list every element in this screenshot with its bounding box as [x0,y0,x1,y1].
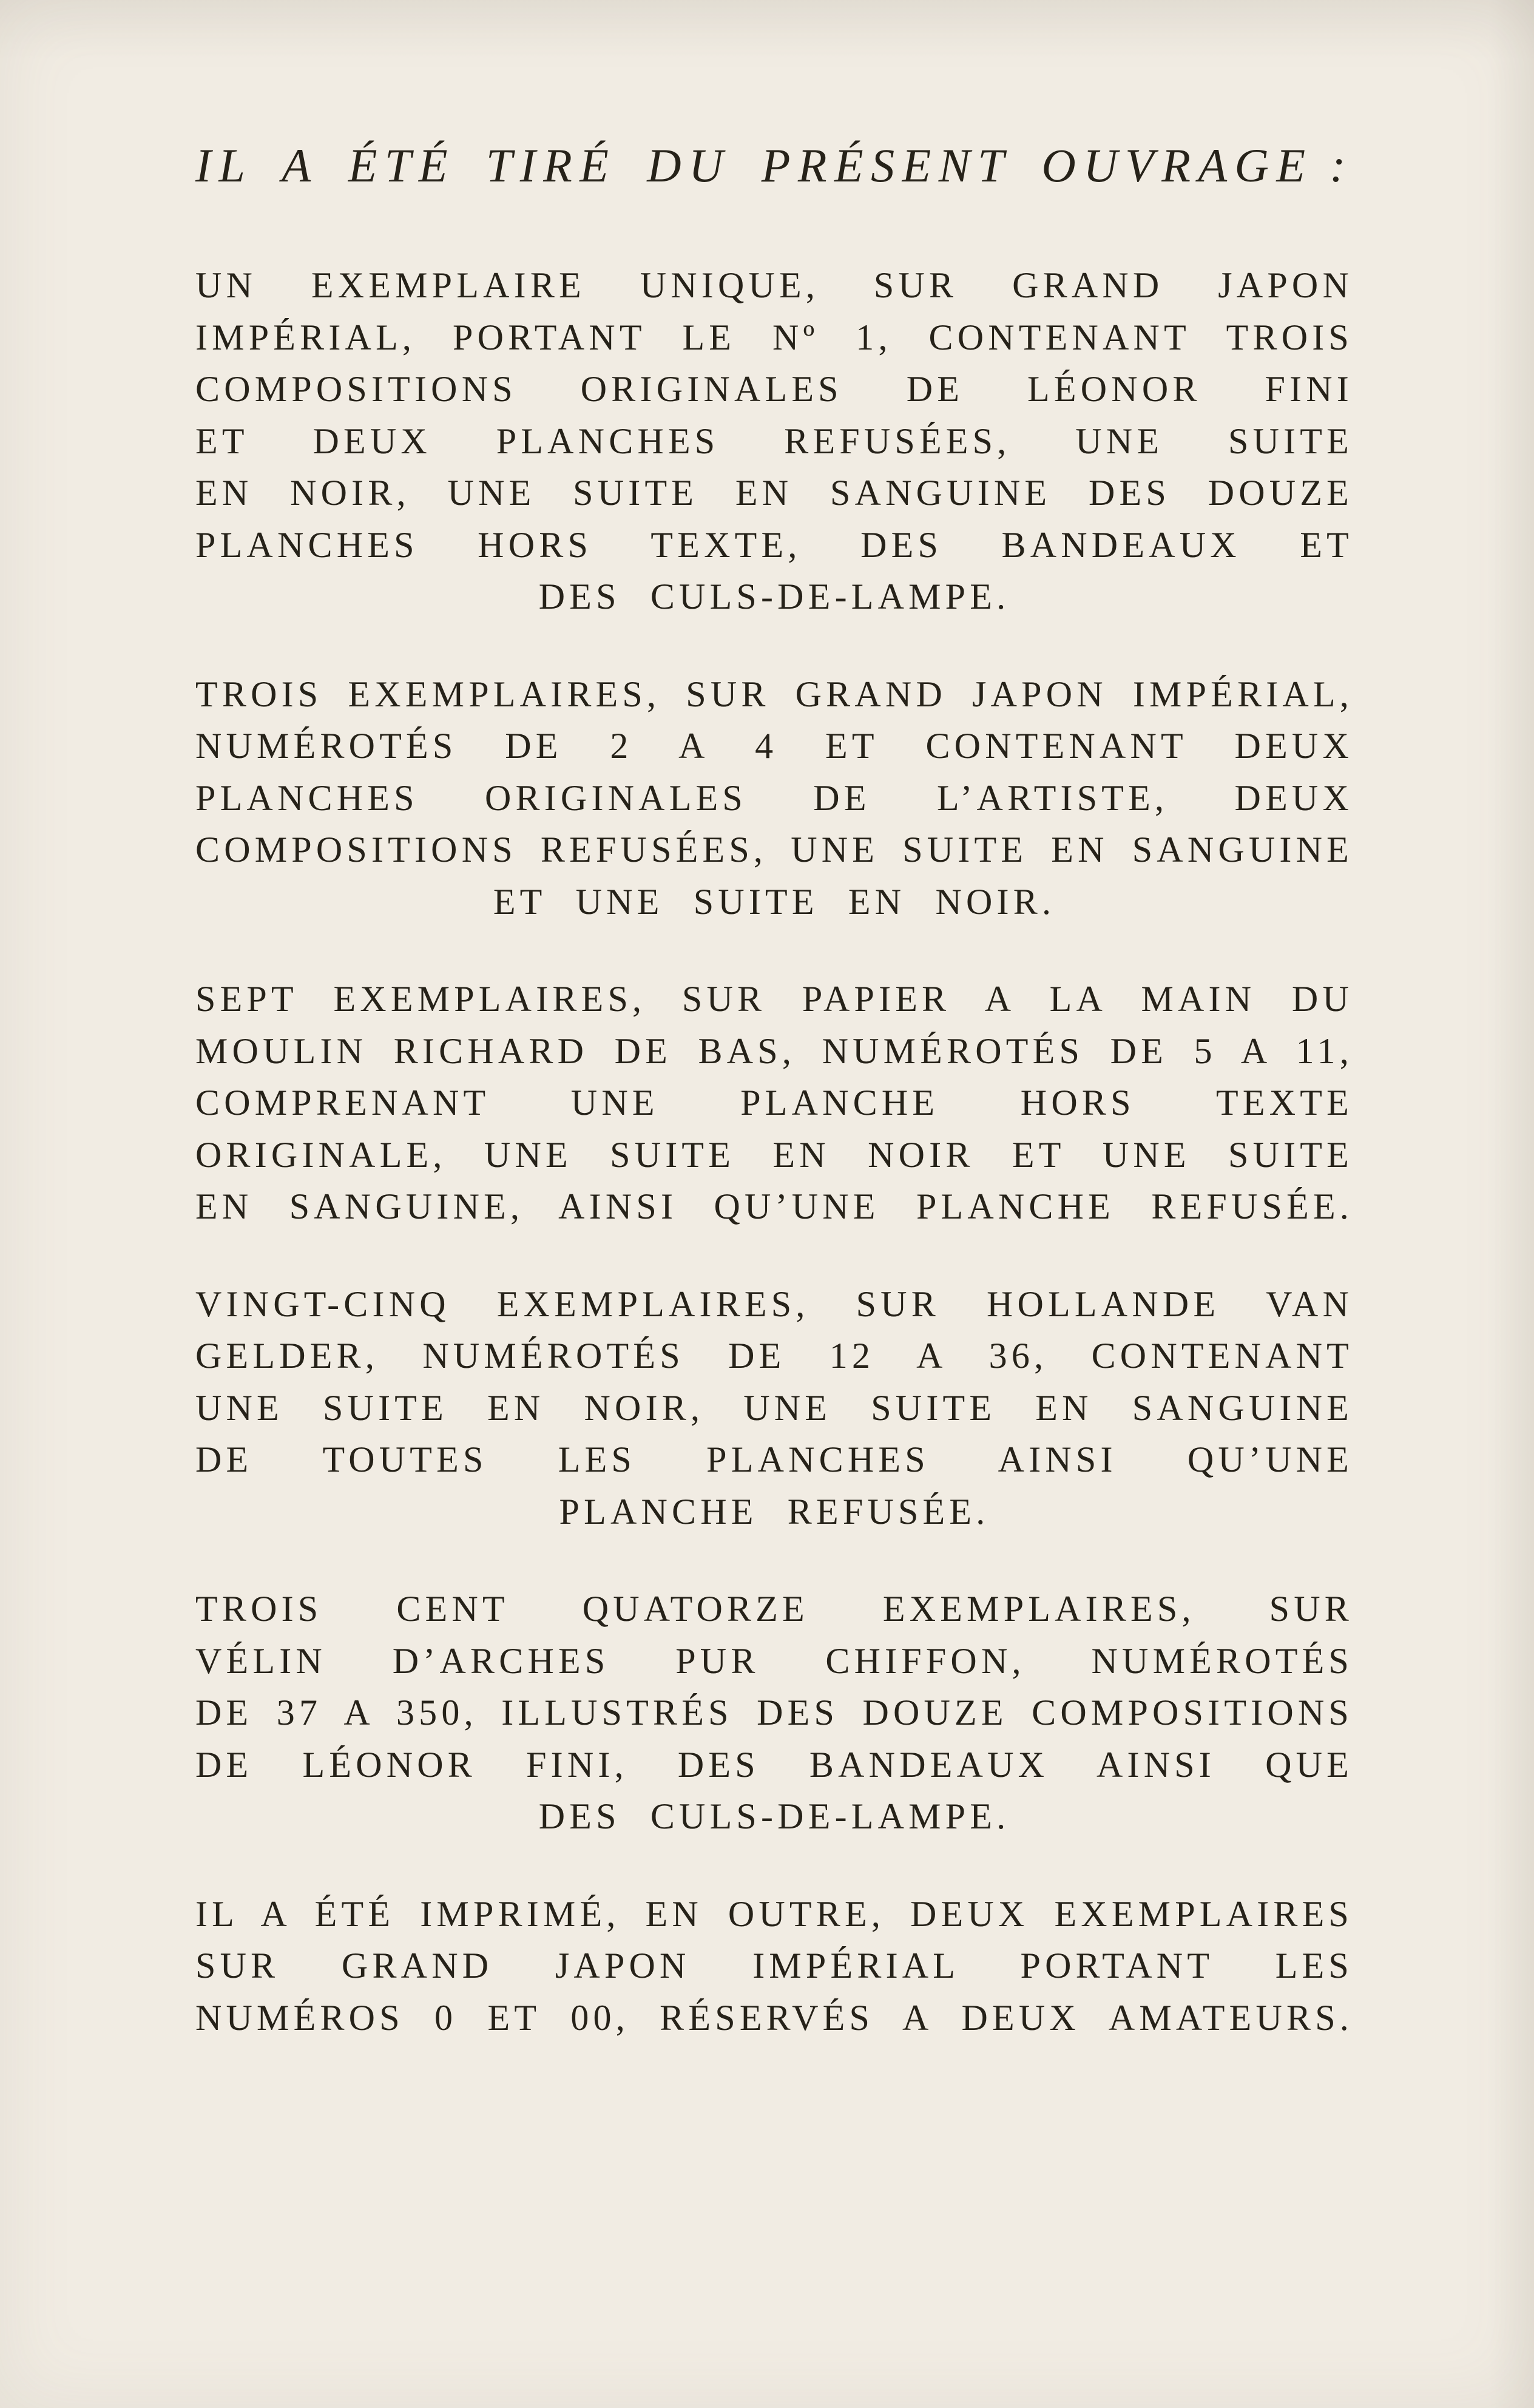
text-line: DES CULS-DE-LAMPE. [538,577,1010,617]
text-line: EN SANGUINE, AINSI QU’UNE PLANCHE REFUSÉE. [195,1186,1353,1226]
text-line: UNE SUITE EN NOIR, UNE SUITE EN SANGUINE [195,1387,1353,1428]
text-line: ET UNE SUITE EN NOIR. [493,881,1056,922]
paragraph-edition-2 [195,669,1353,928]
text-line: SEPT EXEMPLAIRES, SUR PAPIER A LA MAIN DU [195,979,1353,1019]
text-line: ORIGINALE, UNE SUITE EN NOIR ET UNE SUITE [195,1134,1353,1175]
paragraph-edition-1 [195,260,1353,623]
text-line: UN EXEMPLAIRE UNIQUE, SUR GRAND JAPON [195,265,1353,305]
text-line: COMPRENANT UNE PLANCHE HORS TEXTE [195,1083,1353,1123]
text-line: VÉLIN D’ARCHES PUR CHIFFON, NUMÉROTÉS [195,1640,1353,1681]
text-line: DE TOUTES LES PLANCHES AINSI QU’UNE [195,1439,1353,1480]
text-line: IMPÉRIAL, PORTANT LE Nº 1, CONTENANT TROIS [195,317,1353,357]
text-line: PLANCHES HORS TEXTE, DES BANDEAUX ET [195,524,1353,565]
text-line: ET DEUX PLANCHES REFUSÉES, UNE SUITE [195,421,1353,461]
text-line: IL A ÉTÉ IMPRIMÉ, EN OUTRE, DEUX EXEMPLAIRES [195,1893,1353,1934]
paragraph-hors-commerce [195,1889,1353,2044]
text-line: GELDER, NUMÉROTÉS DE 12 A 36, CONTENANT [195,1336,1353,1376]
text-line: COMPOSITIONS REFUSÉES, UNE SUITE EN SANGUINE [195,830,1353,870]
text-line: SUR GRAND JAPON IMPÉRIAL PORTANT LES [195,1946,1353,1986]
colophon-text-block [195,135,1353,2044]
text-line: VINGT-CINQ EXEMPLAIRES, SUR HOLLANDE VAN [195,1283,1353,1324]
text-line: DE 37 A 350, ILLUSTRÉS DES DOUZE COMPOSITIONS [195,1693,1353,1733]
text-line: EN NOIR, UNE SUITE EN SANGUINE DES DOUZE [195,473,1353,513]
text-line: NUMÉROS 0 ET 00, RÉSERVÉS A DEUX AMATEURS. [195,1997,1353,2038]
text-line: TROIS CENT QUATORZE EXEMPLAIRES, SUR [195,1589,1353,1629]
text-line: NUMÉROTÉS DE 2 A 4 ET CONTENANT DEUX [195,726,1353,766]
paragraph-edition-3 [195,973,1353,1233]
text-line: COMPOSITIONS ORIGINALES DE LÉONOR FINI [195,369,1353,409]
text-line: PLANCHE REFUSÉE. [559,1491,990,1532]
text-line: DE LÉONOR FINI, DES BANDEAUX AINSI QUE [195,1744,1353,1785]
text-line: DES CULS-DE-LAMPE. [538,1796,1010,1836]
page-title: IL A ÉTÉ TIRÉ DU PRÉSENT OUVRAGE : [195,139,1353,192]
paragraph-edition-4 [195,1279,1353,1538]
text-line: MOULIN RICHARD DE BAS, NUMÉROTÉS DE 5 A 11, [195,1030,1353,1071]
paragraph-edition-5 [195,1583,1353,1843]
text-line: TROIS EXEMPLAIRES, SUR GRAND JAPON IMPÉRIAL, [195,674,1353,714]
text-line: PLANCHES ORIGINALES DE L’ARTISTE, DEUX [195,777,1353,818]
